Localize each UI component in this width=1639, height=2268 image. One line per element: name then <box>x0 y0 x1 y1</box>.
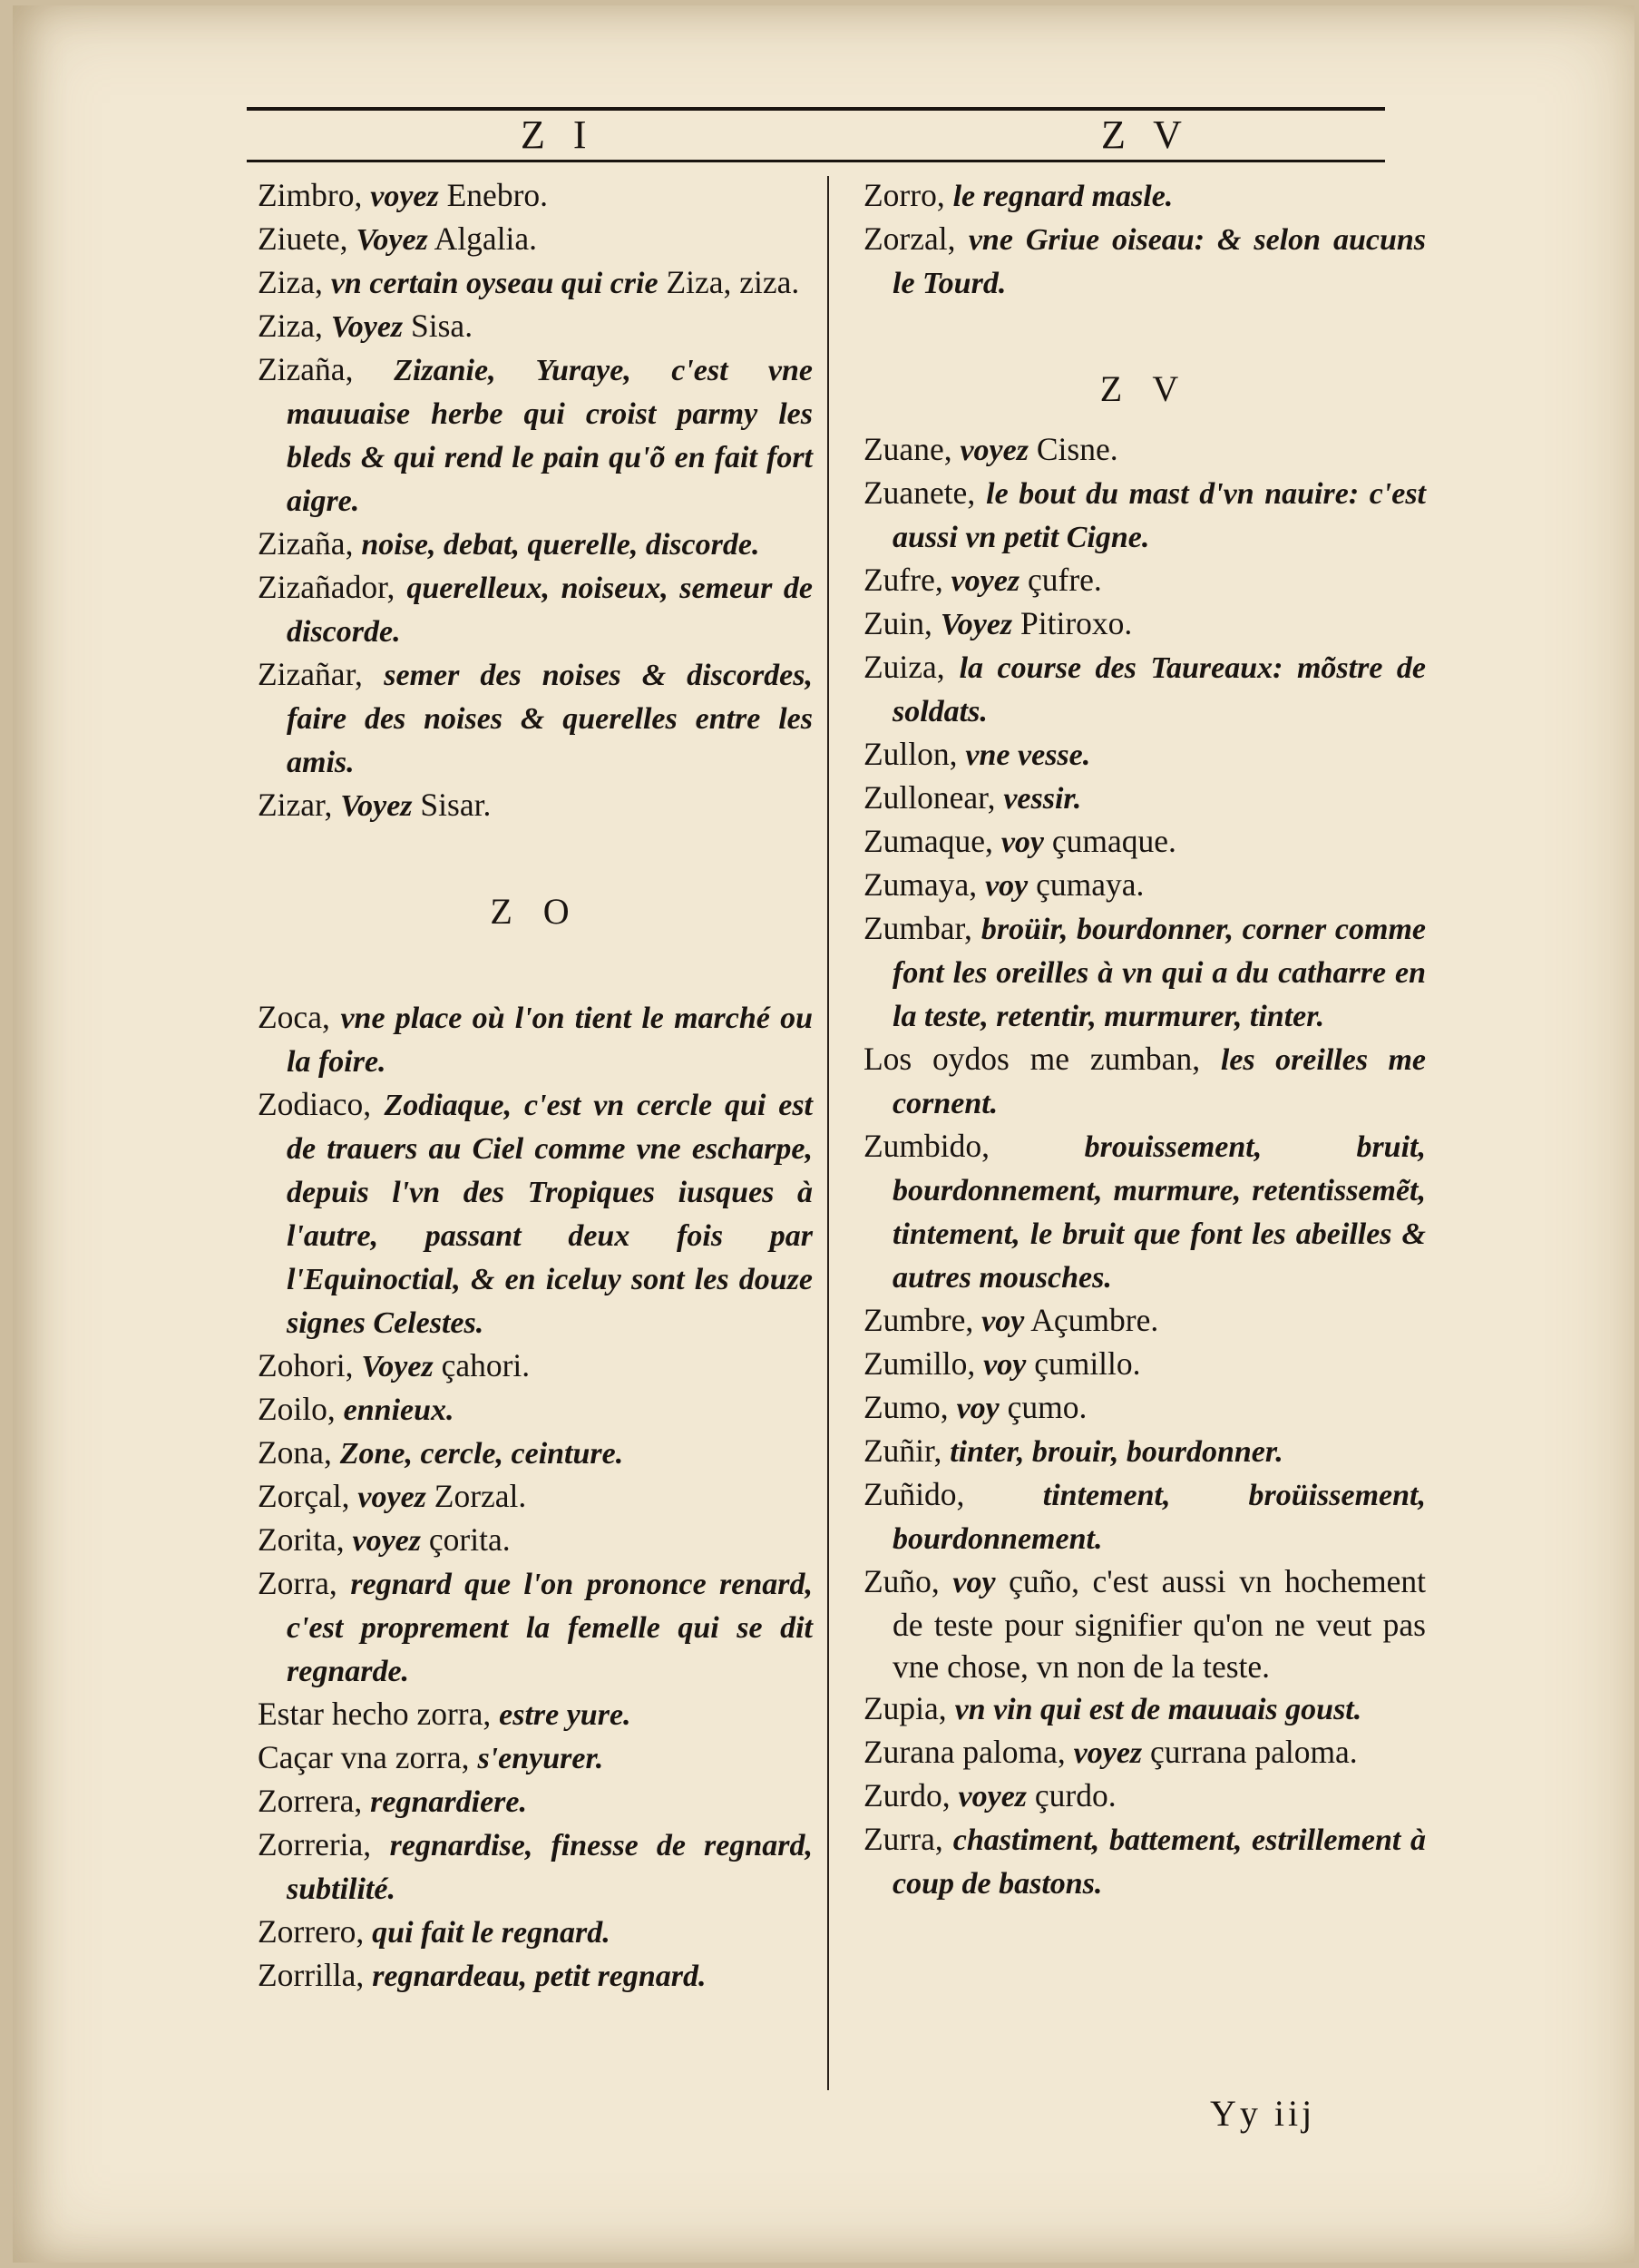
entry-crossref: çufre. <box>1019 562 1102 598</box>
dictionary-entry <box>863 1774 1426 1818</box>
entry-definition: querelleux, noiseux, semeur de discorde. <box>287 572 813 649</box>
entry-definition: tintement, broüissement, bourdonnement. <box>893 1479 1426 1556</box>
zv-entries <box>863 428 1426 1905</box>
dictionary-entry <box>863 472 1426 559</box>
dictionary-entry <box>863 1473 1426 1560</box>
entry-definition: voyez <box>1073 1736 1143 1770</box>
entry-headword: Zumo, <box>863 1389 957 1425</box>
section-heading-zv: Z V <box>1099 368 1190 409</box>
entry-headword: Zurana paloma, <box>863 1734 1074 1770</box>
entry-definition: voy <box>981 1305 1025 1338</box>
dictionary-entry <box>258 1475 813 1519</box>
entry-headword: Caçar vna zorra, <box>258 1739 478 1775</box>
entry-definition: vne place où l'on tient le marché ou la foire. <box>287 1002 814 1079</box>
entry-definition: voyez <box>951 564 1020 598</box>
entry-headword: Zorzal, <box>863 220 969 257</box>
entry-headword: Zizar, <box>258 787 341 823</box>
entry-headword: Zuane, <box>863 431 961 467</box>
entry-crossref: çumaya. <box>1028 866 1145 903</box>
dictionary-entry <box>258 653 813 784</box>
entry-definition: regnardise, finesse de regnard, subtilité. <box>287 1829 814 1906</box>
entry-definition: voyez <box>370 180 439 213</box>
entry-headword: Los oydos me zumban, <box>863 1041 1221 1077</box>
entry-headword: Zumbre, <box>863 1302 982 1338</box>
entry-headword: Zorçal, <box>258 1478 358 1514</box>
dictionary-entry <box>863 733 1426 777</box>
dictionary-entry <box>863 1343 1426 1386</box>
entry-definition: ennieux. <box>343 1393 454 1427</box>
dictionary-entry <box>258 305 813 348</box>
dictionary-entry <box>258 1911 813 1954</box>
dictionary-entry <box>863 218 1426 305</box>
entry-definition: regnard que l'on prononce renard, c'est proprement la femelle qui se dit regnarde. <box>287 1568 813 1688</box>
entry-headword: Ziuete, <box>258 220 356 257</box>
dictionary-entry <box>863 1560 1426 1687</box>
dictionary-entry <box>258 1823 813 1911</box>
entry-definition: semer des noises & discordes, faire des noises & querelles entre les amis. <box>287 659 814 779</box>
dictionary-entry <box>258 1693 813 1736</box>
entry-definition: les oreilles me cornent. <box>893 1043 1427 1120</box>
entry-definition: vessir. <box>1003 782 1082 816</box>
entry-headword: Zorita, <box>258 1521 353 1558</box>
entry-headword: Zullonear, <box>863 779 1004 816</box>
zi-entries <box>258 174 813 827</box>
entry-definition: brouissement, bruit, bourdonnement, murmure, retentissemẽt, tintement, le bruit que font les abeilles & autres mousches. <box>893 1130 1426 1295</box>
entry-crossref: Zorzal. <box>425 1478 527 1514</box>
entry-crossref: Ziza, ziza. <box>658 264 800 300</box>
entry-headword: Zohori, <box>258 1347 362 1383</box>
dictionary-entry <box>863 1430 1426 1473</box>
dictionary-entry <box>258 348 813 523</box>
entry-crossref: Cisne. <box>1028 431 1118 467</box>
entry-headword: Zorro, <box>863 177 953 213</box>
dictionary-entry <box>863 1386 1426 1430</box>
dictionary-entry <box>863 864 1426 907</box>
section-heading-zo: Z O <box>490 891 580 932</box>
dictionary-entry <box>258 1736 813 1780</box>
entry-headword: Zimbro, <box>258 177 371 213</box>
dictionary-entry <box>258 1083 813 1344</box>
dictionary-entry <box>258 1432 813 1475</box>
dictionary-entry <box>863 602 1426 646</box>
entry-definition: tinter, brouir, bourdonner. <box>950 1435 1283 1469</box>
dictionary-entry <box>863 174 1426 218</box>
dictionary-entry <box>863 907 1426 1038</box>
entry-headword: Zuanete, <box>863 474 987 511</box>
entry-definition: Voyez <box>340 789 413 823</box>
dictionary-entry <box>258 566 813 653</box>
dictionary-entry <box>258 523 813 566</box>
dictionary-entry <box>863 1818 1426 1905</box>
right-column <box>863 174 1426 1905</box>
entry-headword: Zumbido, <box>863 1128 1085 1164</box>
entry-crossref: Algalia. <box>427 220 538 257</box>
entry-crossref: çumaque. <box>1044 823 1176 859</box>
entry-definition: s'enyurer. <box>477 1742 604 1775</box>
entry-definition: voy <box>952 1566 996 1599</box>
entry-definition: Voyez <box>940 608 1013 641</box>
column-divider <box>827 176 829 2090</box>
entry-crossref: çurdo. <box>1027 1777 1117 1813</box>
entry-headword: Zufre, <box>863 562 951 598</box>
entry-headword: Zurra, <box>863 1821 953 1857</box>
entry-definition: Zodiaque, c'est vn cercle qui est de trauers au Ciel comme vne escharpe, depuis l'vn des Tropiques iusques à l'autre, passant deux fois par l'Equinoctial, & en iceluy sont les douze signes Celestes. <box>287 1089 813 1340</box>
entry-crossref: çurrana paloma. <box>1142 1734 1358 1770</box>
entry-headword: Zuiza, <box>863 649 960 685</box>
entry-definition: voy <box>956 1392 1000 1425</box>
entry-definition: voy <box>983 1348 1027 1382</box>
entry-headword: Zoilo, <box>258 1391 344 1427</box>
entry-crossref: çuño, c'est aussi vn hochement de teste pour signifier qu'on ne veut pas vne chose, vn non de la teste. <box>893 1563 1426 1685</box>
entry-definition: Voyez <box>356 223 428 257</box>
entry-headword: Zuin, <box>863 605 941 641</box>
entry-definition: Voyez <box>330 310 404 344</box>
dictionary-entry <box>258 1388 813 1432</box>
entry-definition: chastiment, battement, estrillement à coup de bastons. <box>893 1823 1426 1901</box>
entry-crossref: Enebro. <box>438 177 549 213</box>
entry-headword: Estar hecho zorra, <box>258 1696 500 1732</box>
entry-headword: Zumaque, <box>863 823 1001 859</box>
entry-definition: qui fait le regnard. <box>372 1916 610 1950</box>
entry-headword: Zumbar, <box>863 910 981 946</box>
entry-definition: le regnard masle. <box>952 180 1174 213</box>
entry-headword: Zuño, <box>863 1563 953 1599</box>
entry-definition: vn certain oyseau qui crie <box>330 267 659 300</box>
entry-definition: le bout du mast d'vn nauire: c'est aussi vn petit Cigne. <box>893 477 1426 554</box>
entry-crossref: çumo. <box>999 1389 1088 1425</box>
dictionary-entry <box>258 1562 813 1693</box>
entry-headword: Zorrilla, <box>258 1957 373 1993</box>
right-running-head: Z V <box>1101 112 1191 157</box>
entry-definition: voy <box>1000 826 1044 859</box>
entry-headword: Zoca, <box>258 999 341 1035</box>
dictionary-entry <box>863 1687 1426 1731</box>
zo-entries <box>258 996 813 1998</box>
entry-crossref: Sisar. <box>412 787 492 823</box>
entry-headword: Zuñido, <box>863 1476 1043 1512</box>
dictionary-entry <box>258 996 813 1083</box>
dictionary-entry <box>258 1954 813 1998</box>
header-bottom-rule <box>247 160 1385 162</box>
entry-definition: voyez <box>958 1780 1028 1813</box>
entry-headword: Zorrero, <box>258 1913 373 1950</box>
dictionary-entry <box>863 646 1426 733</box>
entry-definition: Zone, cercle, ceinture. <box>339 1437 624 1471</box>
entry-headword: Zizaña, <box>258 351 395 387</box>
entry-definition: voyez <box>960 434 1029 467</box>
entry-crossref: Pitiroxo. <box>1012 605 1133 641</box>
entry-definition: vne Griue oiseau: & selon aucuns le Tourd. <box>893 223 1426 300</box>
entry-headword: Zumillo, <box>863 1345 984 1382</box>
entry-definition: regnardeau, petit regnard. <box>372 1960 707 1993</box>
entry-headword: Zodiaco, <box>258 1086 385 1122</box>
dictionary-entry <box>258 1519 813 1562</box>
entry-headword: Zizañar, <box>258 656 385 692</box>
dictionary-entry <box>863 1125 1426 1299</box>
entry-crossref: Açumbre. <box>1024 1302 1159 1338</box>
entry-definition: estre yure. <box>499 1698 631 1732</box>
entry-headword: Ziza, <box>258 308 331 344</box>
dictionary-entry <box>258 1344 813 1388</box>
dictionary-entry <box>258 218 813 261</box>
entry-crossref: Sisa. <box>403 308 473 344</box>
entry-definition: noise, debat, querelle, discorde. <box>361 528 760 562</box>
entry-headword: Zumaya, <box>863 866 986 903</box>
entry-definition: Zizanie, Yuraye, c'est vne mauuaise herbe qui croist parmy les bleds & qui rend le pain qu'õ en fait fort aigre. <box>287 354 813 518</box>
entry-headword: Zupia, <box>863 1690 955 1726</box>
entry-definition: voyez <box>352 1524 422 1558</box>
entry-definition: Voyez <box>361 1350 434 1383</box>
entry-definition: voyez <box>357 1481 426 1514</box>
entry-definition: broüir, bourdonner, corner comme font les oreilles à vn qui a du catharre en la teste, retentir, murmurer, tinter. <box>893 913 1426 1033</box>
dictionary-entry <box>258 174 813 218</box>
entry-headword: Zullon, <box>863 736 966 772</box>
entry-crossref: çahori. <box>433 1347 531 1383</box>
dictionary-entry <box>863 1731 1426 1774</box>
entry-definition: vn vin qui est de mauuais goust. <box>954 1693 1362 1726</box>
entry-headword: Ziza, <box>258 264 331 300</box>
entry-headword: Zurdo, <box>863 1777 959 1813</box>
entry-headword: Zizaña, <box>258 525 362 562</box>
entry-definition: la course des Taureaux: mõstre de soldats. <box>893 651 1426 728</box>
dictionary-entry <box>258 1780 813 1823</box>
left-running-head: Z I <box>521 112 596 157</box>
header-top-rule <box>247 107 1385 111</box>
dictionary-entry <box>863 777 1426 820</box>
entry-headword: Zorrera, <box>258 1783 371 1819</box>
book-page <box>13 5 1634 2263</box>
entry-definition: vne vesse. <box>965 738 1091 772</box>
entry-headword: Zuñir, <box>863 1432 951 1469</box>
dictionary-entry <box>258 261 813 305</box>
dictionary-entry <box>863 1038 1426 1125</box>
dictionary-entry <box>863 1299 1426 1343</box>
entry-definition: regnardiere. <box>370 1785 527 1819</box>
entry-definition: voy <box>985 869 1029 903</box>
dictionary-entry <box>863 820 1426 864</box>
zo-continued-entries <box>863 174 1426 305</box>
entry-headword: Zorreria, <box>258 1826 390 1862</box>
left-column <box>258 174 813 1998</box>
entry-headword: Zizañador, <box>258 569 407 605</box>
entry-crossref: çorita. <box>421 1521 511 1558</box>
entry-headword: Zorra, <box>258 1565 351 1601</box>
entry-crossref: çumillo. <box>1026 1345 1141 1382</box>
entry-headword: Zona, <box>258 1434 340 1471</box>
dictionary-entry <box>863 428 1426 472</box>
dictionary-entry <box>258 784 813 827</box>
signature-mark: Yy iij <box>1210 2093 1316 2134</box>
dictionary-entry <box>863 559 1426 602</box>
